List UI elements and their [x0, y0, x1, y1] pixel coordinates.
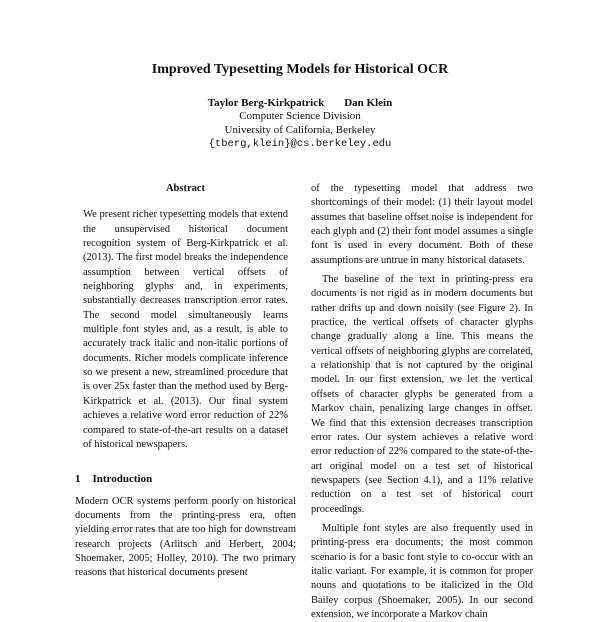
- right-paragraph-2: The baseline of the text in printing-press era documents is not rigid as in modern documents but rather drifts up and down noisily (see Figure 2). In practice, the vertical offsets of character glyphs change gradually along a line. This means the vertical offsets of neighboring glyphs are correlated, a relationship that is not captured by the original model. In our first extension, we let the vertical offsets of character glyphs be generated from a Markov chain, penalizing large changes in offset. We find that this extension decreases transcription error rates. Our system achieves a relative word error reduction of 22% compared to the state-of-the-art original model on a test set of historical newspapers (see Section 4.1), and a 11% relative reduction on a test set of historical court proceedings.: [311, 274, 533, 515]
- author-line: [0, 97, 600, 109]
- abstract-heading: Abstract: [165, 183, 206, 194]
- right-paragraph-1: of the typesetting model that address two shortcomings of their model: (1) their layout model assumes that baseline offset noise is independent for each glyph and (2) their font model assumes a single font is used in every document. Both of these assumptions are untrue in many historical datasets.: [311, 183, 533, 266]
- paper-title: Improved Typesetting Models for Historical OCR: [151, 62, 449, 77]
- author-2: Dan Klein: [344, 97, 393, 109]
- section-title: Introduction: [92, 473, 153, 486]
- section-number: 1: [75, 473, 81, 486]
- abstract-text: We present richer typesetting models that extend the unsupervised historical document recognition system of Berg-Kirkpatrick et al. (2013). The first model breaks the independence assumption between vertical offsets of neighboring glyphs and, in experiments, substantially decreases transcription error rates. The second model simultaneously learns multiple font styles and, as a result, is able to accurately track italic and non-italic portions of documents. Richer models complicate inference so we present a new, streamlined procedure that is over 25x faster than the method used by Berg-Kirkpatrick et al. (2013). Our final system achieves a relative word error reduction of 22% compared to state-of-the-art results on a dataset of historical newspapers.: [83, 209, 288, 450]
- intro-paragraph-1: Modern OCR systems perform poorly on historical documents from the printing-press era, often yielding error rates that are too high for downstream research projects (Arlitsch and Herbert, 2004; Shoemaker, 2005; Holley, 2010). The two primary reasons that historical documents present: [75, 495, 296, 579]
- author-1: Taylor Berg-Kirkpatrick: [207, 97, 325, 109]
- right-column: [311, 182, 533, 622]
- left-column: [75, 182, 296, 581]
- author-email: {tberg,klein}@cs.berkeley.edu: [208, 138, 392, 150]
- section-heading-introduction: [75, 472, 296, 486]
- affiliation-division: Computer Science Division: [239, 110, 361, 122]
- right-paragraph-3: Multiple font styles are also frequently used in printing-press era documents; the most common scenario is for a basic font style to co-occur with an italic variant. For example, it is common for proper nouns and quotations to be italicized in the Old Bailey corpus (Shoemaker, 2005). In our second extension, we incorporate a Markov chain: [311, 522, 533, 620]
- affiliation-university: University of California, Berkeley: [224, 124, 376, 136]
